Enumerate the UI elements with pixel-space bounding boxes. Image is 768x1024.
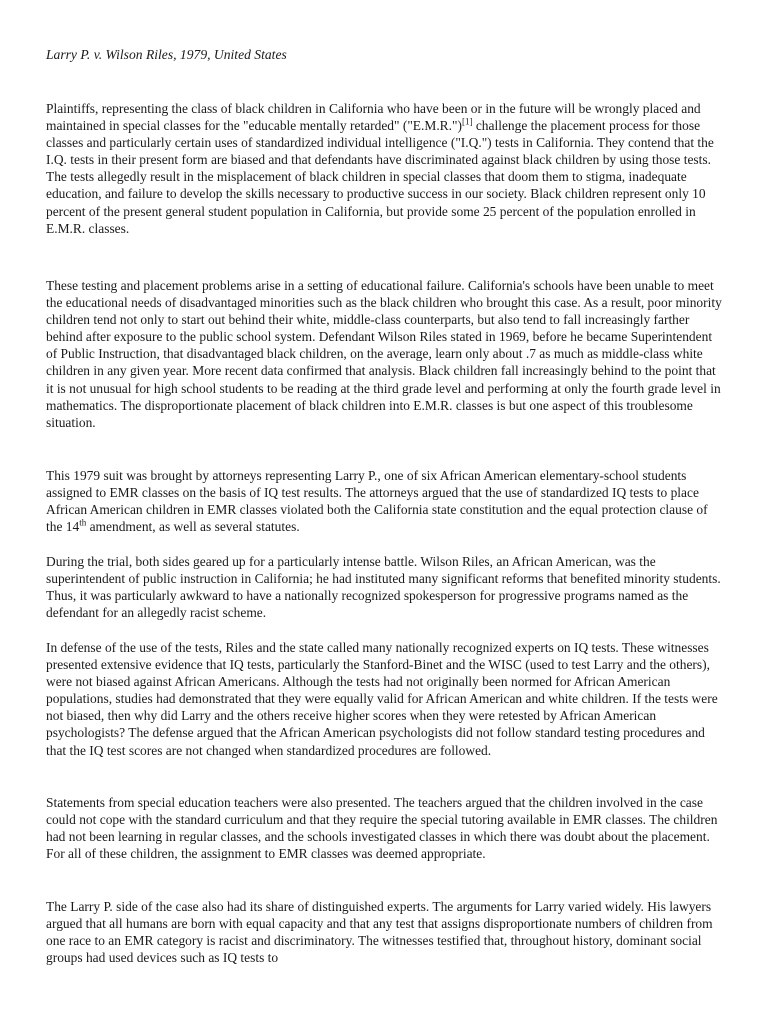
- paragraph-text: This 1979 suit was brought by attorneys representing Larry P., one of six African American elementary-school students assigned to EMR classes on the basis of IQ test results. The attorneys argued that the use of standardized IQ tests to place African American children in EMR classes violated both the California state constitution and the equal protection clause of the 14: [46, 468, 708, 535]
- paragraph-text: In defense of the use of the tests, Riles and the state called many nationally recognized experts on IQ tests. These witnesses presented extensive evidence that IQ tests, particularly the Stanford-Binet and the WISC (used to test Larry and the others), were not biased against African Americans. Although the tests had not originally been normed for African American populations, studies had demonstrated that they were equally valid for African American and white children. If the tests were not biased, then why did Larry and the others receive higher scores when they were retested by African American psychologists? The defense argued that the African American psychologists did not follow standard testing procedures and that the IQ test scores are not changed when standardized procedures are followed.: [46, 640, 718, 758]
- paragraph-plaintiffs-claim: [46, 100, 726, 237]
- footnote-reference[interactable]: [1]: [461, 116, 473, 127]
- document-title: Larry P. v. Wilson Riles, 1979, United States: [46, 47, 287, 62]
- paragraph-trial: [46, 553, 726, 621]
- paragraph-defense: [46, 639, 726, 759]
- paragraph-text-continued: challenge the placement process for those classes and particularly certain uses of standardized individual intelligence ("I.Q.") tests in California. They contend that the I.Q. tests in their present form are biased and that defendants have discriminated against black children by using those tests. The tests allegedly result in the misplacement of black children in special classes that doom them to stigma, inadequate education, and failure to develop the skills necessary to productive success in our society. Black children represent only 10 percent of the present general student population in California, but provide some 25 percent of the population enrolled in E.M.R. classes.: [46, 118, 714, 236]
- paragraph-text: During the trial, both sides geared up for a particularly intense battle. Wilson Riles, an African American, was the superintendent of public instruction in California; he had instituted many significant reforms that benefited minority students. Thus, it was particularly awkward to have a nationally recognized spokesperson for progressive programs named as the defendant for an allegedly racist scheme.: [46, 554, 721, 621]
- paragraph-educational-failure: [46, 277, 726, 431]
- paragraph-text: These testing and placement problems arise in a setting of educational failure. California's schools have been unable to meet the educational needs of disadvantaged minorities such as the black children who brought this case. As a result, poor minority children tend not only to start out behind their white, middle-class counterparts, but also tend to fall increasingly farther behind after exposure to the public school system. Defendant Wilson Riles stated in 1969, before he became Superintendent of Public Instruction, that disadvantaged black children, on the average, learn only about .7 as much as middle-class white children in any given year. More recent data confirmed that analysis. Black children fall increasingly behind to the point that it is not unusual for high school students to be reading at the third grade level and performing at only the fourth grade level in mathematics. The disproportionate placement of black children into E.M.R. classes is but one aspect of this troublesome situation.: [46, 278, 722, 430]
- paragraph-suit-background: [46, 467, 726, 535]
- paragraph-teacher-statements: [46, 794, 726, 862]
- paragraph-text: Statements from special education teachers were also presented. The teachers argued that the children involved in the case could not cope with the standard curriculum and that they require the special tutoring available in EMR classes. The children had not been learning in regular classes, and the schools investigated classes in which there was doubt about the placement. For all of these children, the assignment to EMR classes was deemed appropriate.: [46, 795, 718, 862]
- paragraph-text-continued: amendment, as well as several statutes.: [86, 519, 300, 535]
- paragraph-text: The Larry P. side of the case also had its share of distinguished experts. The arguments for Larry varied widely. His lawyers argued that all humans are born with equal capacity and that any test that assigns disproportionate numbers of children from one race to an EMR category is racist and discriminatory. The witnesses testified that, throughout history, dominant social groups had used devices such as IQ tests to: [46, 899, 713, 966]
- ordinal-suffix: th: [79, 517, 87, 528]
- paragraph-plaintiff-experts: [46, 898, 726, 966]
- paragraph-text: Plaintiffs, representing the class of black children in California who have been or in the future will be wrongly placed and maintained in special classes for the "educable mentally retarded" ("E.M.R."): [46, 101, 701, 134]
